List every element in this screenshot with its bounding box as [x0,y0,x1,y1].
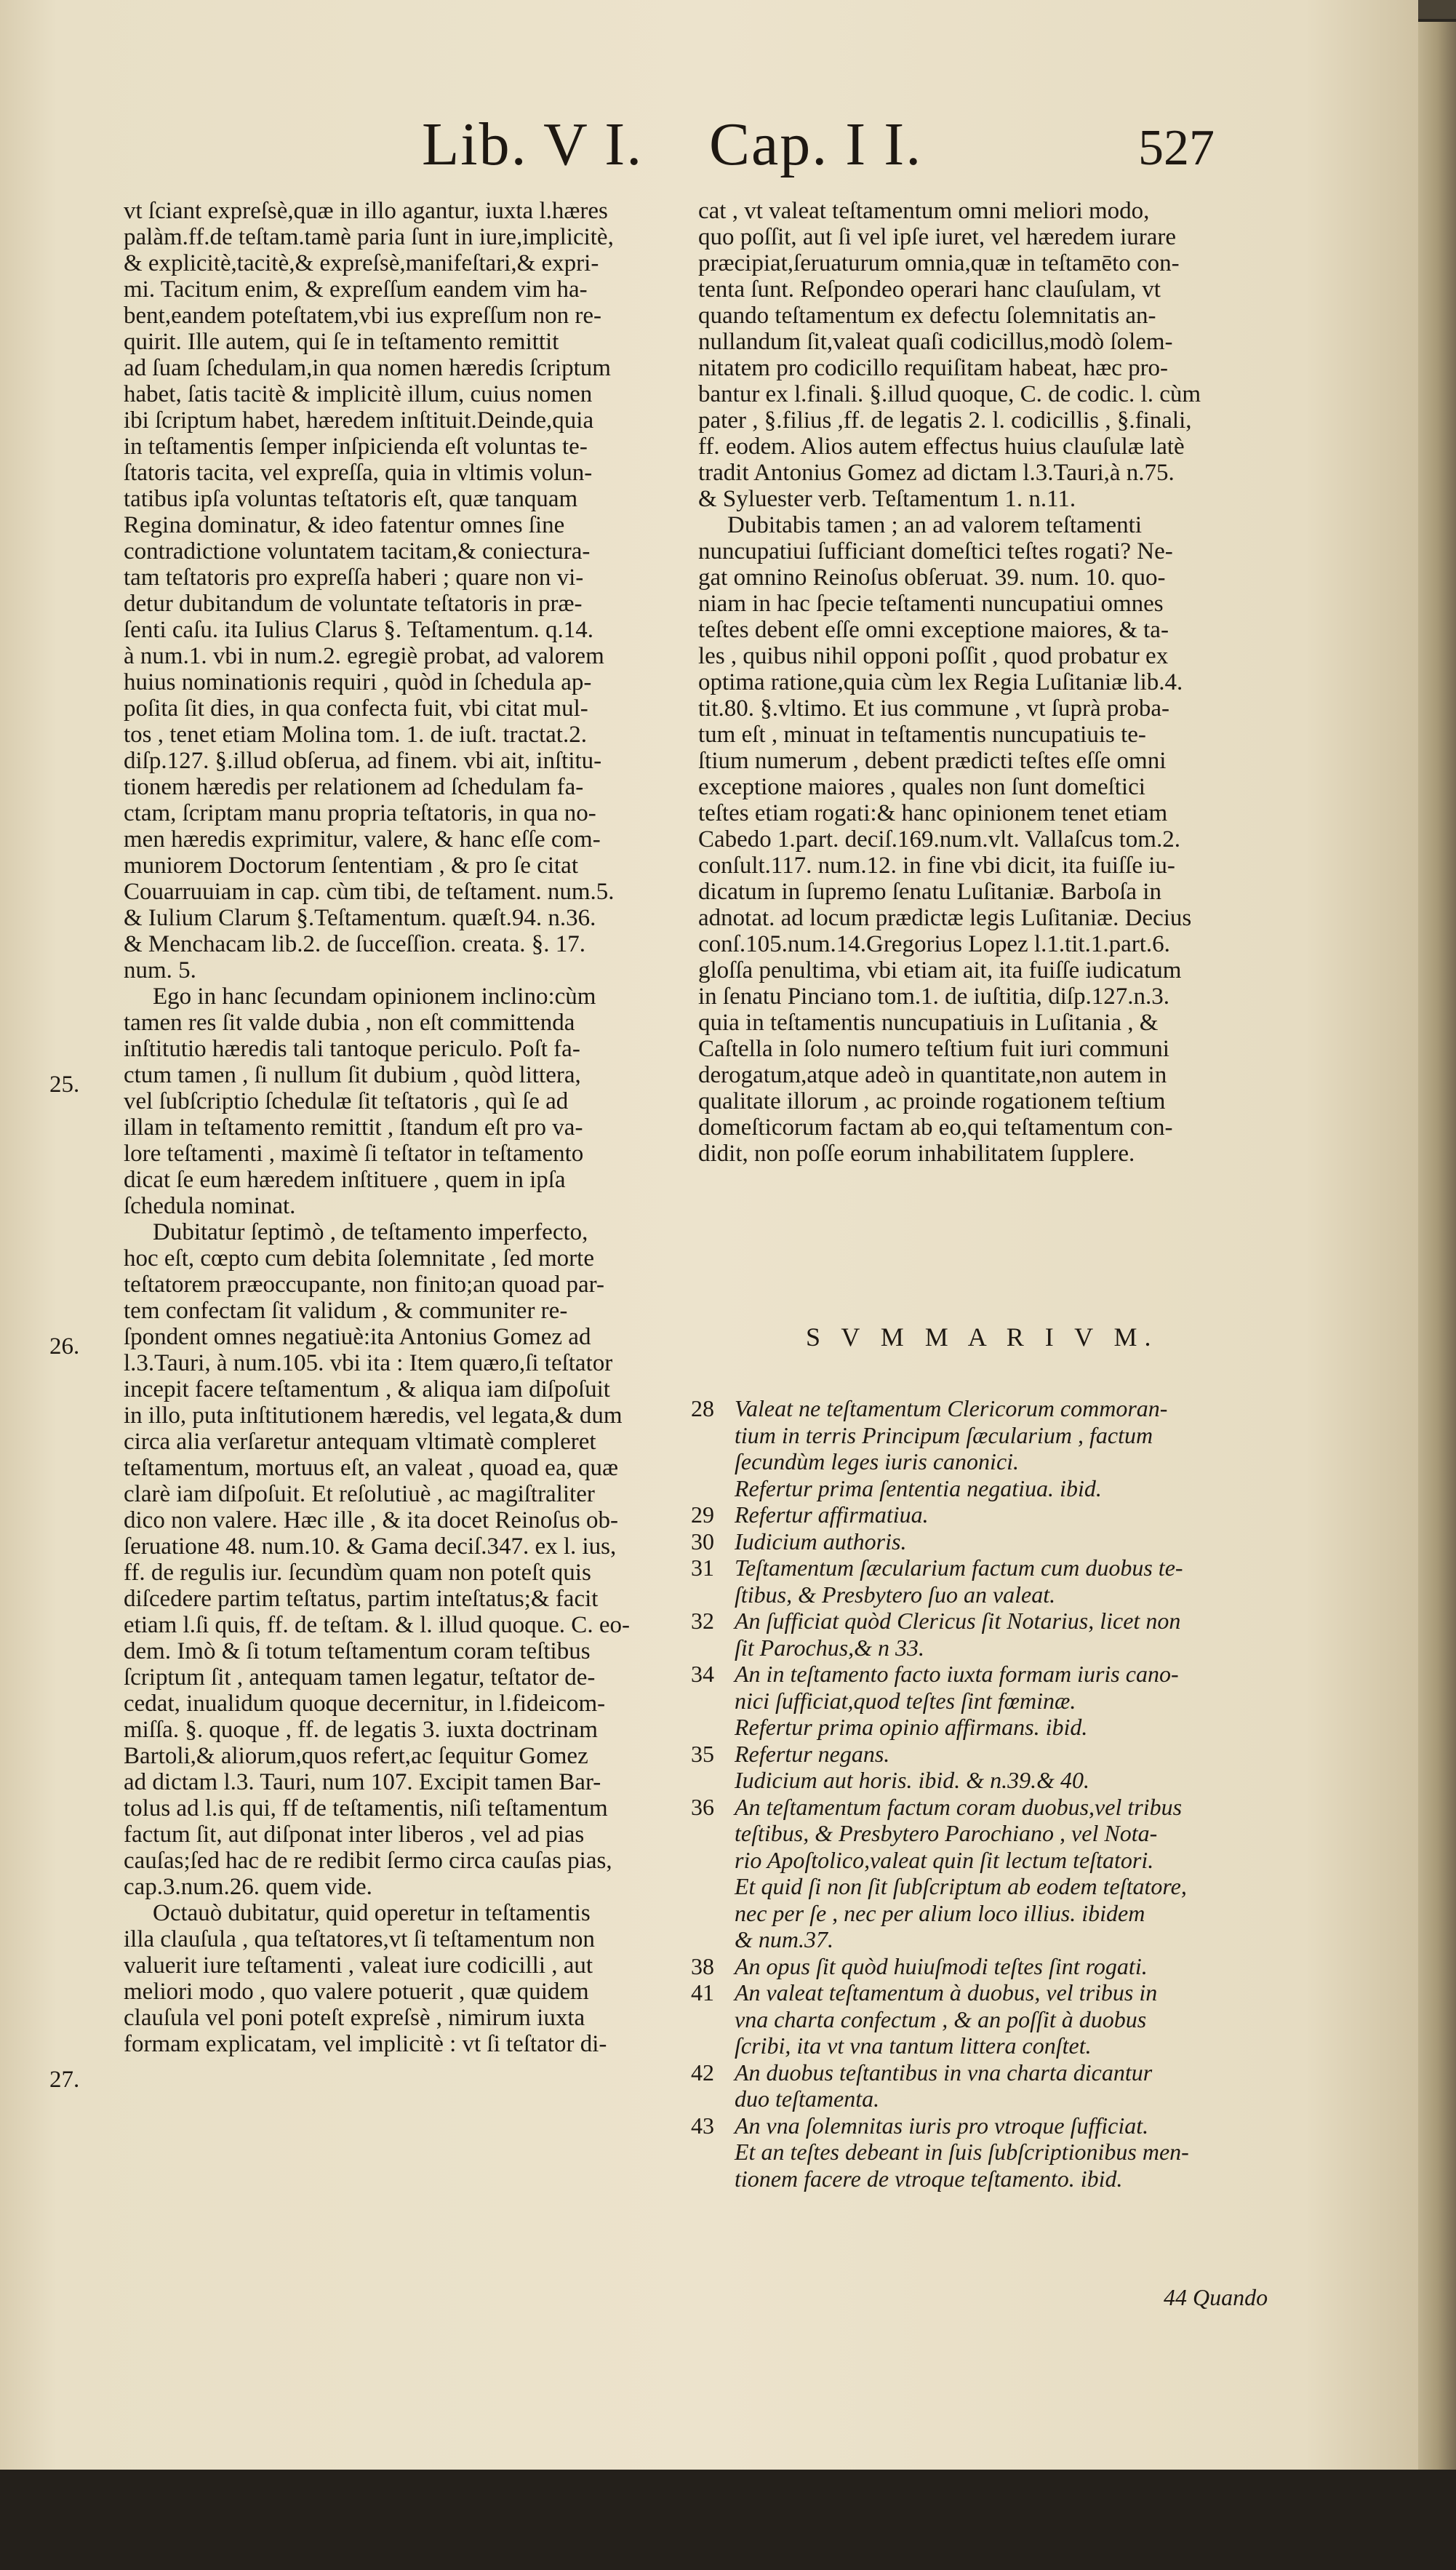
text-line: Couarruuiam in cap. cùm tibi, de teſtament. num.5. [124,879,615,905]
summarium-item [691,2112,1273,2139]
summarium-item-number: 38 [691,1952,714,1979]
page-edge [1418,22,1456,2473]
text-line: gloſſa penultima, vbi etiam ait, ita fuiſſe iudicatum [698,957,1182,983]
text-line: in illo, puta inſtitutionem hæredis, vel legata,& dum [124,1402,623,1429]
text-line: Regina dominatur, & ideo fatentur omnes ſine [124,512,565,538]
text-line: contradictione voluntatem tacitam,& coniectura- [124,538,591,564]
running-head-book: Lib. V I. [422,111,644,178]
text-line: cat , vt valeat teſtamentum omni meliori modo, [698,198,1150,224]
summarium-item-number: 34 [691,1661,714,1687]
text-line: tit.80. §.vltimo. Et ius commune , vt ſuprà proba- [698,695,1169,722]
summarium-item [691,1608,1273,1661]
summarium-heading: S V M M A R I V M. [806,1322,1159,1352]
text-line: nullandum ſit,valeat quaſi codicillus,modò ſolem- [698,329,1173,355]
text-line: lore teſtamenti , maximè ſi teſtator in teſtamento [124,1141,584,1167]
text-line: habet, ſatis tacitè & implicitè illum, cuius nomen [124,381,593,407]
summarium-item-text: duo teſtamenta. [735,2086,880,2112]
text-line: Octauò dubitatur, quid operetur in teſtamentis [153,1900,591,1926]
summarium-item-text: An duobus teſtantibus in vna charta dicantur [735,2059,1153,2086]
text-line: Caſtella in ſolo numero teſtium fuit iuri communi [698,1036,1169,1062]
text-line: tradit Antonius Gomez ad dictam l.3.Tauri,à n.75. [698,460,1175,486]
text-line: men hæredis exprimitur, valere, & hanc eſſe com- [124,826,601,853]
text-line: quirit. Ille autem, qui ſe in teſtamento remittit [124,329,559,355]
text-line: in teſtamentis ſemper inſpicienda eſt voluntas te- [124,434,588,460]
summarium-item [691,1395,1273,1475]
text-line: cap.3.num.26. quem vide. [124,1874,372,1900]
summarium-item-text: Refertur negans. [735,1740,890,1767]
text-line: qualitate illorum , ac proinde rogationem teſtium [698,1088,1166,1114]
text-line: pater , §.filius ,ff. de legatis 2. l. codicillis , §.finali, [698,407,1192,434]
text-line: tamen res ſit valde dubia , non eſt committenda [124,1010,575,1036]
text-line: & explicitè,tacitè,& expreſsè,manifeſtari,& expri- [124,250,599,276]
summarium-item-text: Iudicium aut horis. ibid. & n.39.& 40. [735,1767,1089,1793]
summarium-item [691,2059,1273,2112]
summarium-item [691,1953,1273,1980]
summarium-item [691,1767,1273,1794]
text-line: l.3.Tauri, à num.105. vbi ita : Item quæro,ſi teſtator [124,1350,613,1376]
summarium-item-text: Teſtamentum ſæcularium factum cum duobus te- [735,1555,1183,1581]
running-head [407,109,1280,189]
text-line: tolus ad l.is qui, ff de teſtamentis, niſi teſtamentum [124,1795,608,1821]
summarium-item-text: nici ſufficiat,quod teſtes ſint fœminæ. [735,1687,1076,1714]
text-line: tum eſt , minuat in teſtamentis nuncupatiuis te- [698,722,1146,748]
summarium-item-text: Refertur prima ſententia negatiua. ibid. [735,1474,1102,1501]
text-line: ſtium numerum , debent prædicti teſtes eſſe omni [698,748,1167,774]
text-line: circa alia verſaretur antequam vltimatè compleret [124,1429,596,1455]
text-line: Dubitabis tamen ; an ad valorem teſtamenti [727,512,1142,538]
summarium-item [691,1714,1273,1741]
text-line: huius nominationis requiri , quòd in ſchedula ap- [124,669,592,695]
text-line: ff. de regulis iur. ſecundùm quam non poteſt quis [124,1560,591,1586]
summarium-item-text: ſcribi, ita vt vna tantum littera conſtet. [735,2032,1092,2059]
summarium-item-text: ſecundùm leges iuris canonici. [735,1448,1020,1474]
text-line: gat omnino Reinoſus obſeruat. 39. num. 10. quo- [698,564,1166,591]
summarium-item-text: ſit Parochus,& n 33. [735,1634,925,1661]
text-line: & Syluester verb. Teſtamentum 1. n.11. [698,486,1076,512]
text-line: valuerit iure teſtamenti , valeat iure codicilli , aut [124,1952,593,1979]
text-line: conſ.105.num.14.Gregorius Lopez l.1.tit.1.part.6. [698,931,1170,957]
text-line: nuncupatiui ſufficiant domeſtici teſtes rogati? Ne- [698,538,1173,564]
text-line: incepit facere teſtamentum , & aliqua iam diſpoſuit [124,1376,610,1402]
text-line: ctam, ſcriptam manu propria teſtatoris, in qua no- [124,800,596,826]
text-line: vel ſubſcriptio ſchedulæ ſit teſtatoris , quì ſe ad [124,1088,569,1114]
text-line: niam in hac ſpecie teſtamenti nuncupatiui omnes [698,591,1164,617]
summarium-item-text: An vna ſolemnitas iuris pro vtroque ſufficiat. [735,2112,1149,2139]
summarium-item-text: An teſtamentum factum coram duobus,vel tribus [735,1793,1183,1820]
page-number: 527 [1138,120,1215,176]
summarium-item-number: 31 [691,1555,714,1581]
text-line: muniorem Doctorum ſententiam , & pro ſe citat [124,853,579,879]
text-line: teſtes debent eſſe omni exceptione maiores, & ta- [698,617,1169,643]
summarium-item-number: 43 [691,2112,714,2139]
text-line: poſita ſit dies, in qua confecta fuit, vbi citat mul- [124,695,588,722]
summarium-item-number: 35 [691,1740,714,1767]
text-line: Ego in hanc ſecundam opinionem inclino:cùm [153,983,596,1010]
text-line: clauſula vel poni poteſt expreſsè , nimirum iuxta [124,2005,585,2031]
text-line: ſeruatione 48. num.10. & Gama deciſ.347. ex l. ius, [124,1533,617,1560]
text-line: domeſticorum factam ab eo,qui teſtamentum con- [698,1114,1173,1141]
text-line: & Iulium Clarum §.Teſtamentum. quæſt.94. n.36. [124,905,596,931]
summarium-item-number: 36 [691,1793,714,1820]
text-line: dicat ſe eum hæredem inſtituere , quem in ipſa [124,1167,566,1193]
margin-number: 25. [49,1072,80,1098]
summarium-item-text: Valeat ne teſtamentum Clericorum commoran- [735,1395,1168,1421]
text-line: à num.1. vbi in num.2. egregiè probat, ad valorem [124,643,604,669]
summarium-item-number: 32 [691,1608,714,1634]
summarium-item-number: 30 [691,1528,714,1555]
summarium-item-text: tium in terris Principum ſæcularium , factum [735,1421,1153,1448]
summarium-item-text: An opus ſit quòd huiuſmodi teſtes ſint rogati. [735,1952,1148,1979]
text-line: didit, non poſſe eorum inhabilitatem ſupplere. [698,1141,1135,1167]
summarium-item-text: ſtibus, & Presbytero ſuo an valeat. [735,1581,1056,1608]
scan-bottom-border [0,2470,1456,2570]
summarium-item-text: rio Apoſtolico,valeat quin ſit lectum teſtatori. [735,1846,1154,1873]
text-line: bent,eandem poteſtatem,vbi ius expreſſum non re- [124,303,602,329]
text-line: ad dictam l.3. Tauri, num 107. Excipit tamen Bar- [124,1769,601,1795]
text-line: optima ratione,quia cùm lex Regia Luſitaniæ lib.4. [698,669,1183,695]
summarium-item-number: 41 [691,1979,714,2006]
text-line: ſtatoris tacita, vel expreſſa, quia in vltimis volun- [124,460,593,486]
summarium-item-text: nec per ſe , nec per alium loco illius. ibidem [735,1899,1145,1926]
summarium-item-number: 29 [691,1501,714,1528]
summarium-item [691,1873,1273,1953]
text-line: ſenti caſu. ita Iulius Clarus §. Teſtamentum. q.14. [124,617,593,643]
text-line: vt ſciant expreſsè,quæ in illo agantur, iuxta l.hæres [124,198,608,224]
summarium-item [691,1741,1273,1768]
text-line: ad ſuam ſchedulam,in qua nomen hæredis ſcriptum [124,355,611,381]
text-line: detur dubitandum de voluntate teſtatoris in præ- [124,591,583,617]
summarium-item [691,1501,1273,1528]
text-line: meliori modo , quo valere potuerit , quæ quidem [124,1979,589,2005]
summarium-item-text: vna charta confectum , & an poſſit à duobus [735,2006,1147,2032]
text-line: clarè iam diſpoſuit. Et reſolutiuè , ac magiſtraliter [124,1481,595,1507]
text-line: les , quibus nihil opponi poſſit , quod probatur ex [698,643,1169,669]
text-line: teſtatorem præoccupante, non finito;an quoad par- [124,1272,604,1298]
text-line: inſtitutio hæredis tali tantoque periculo. Poſt fa- [124,1036,580,1062]
text-line: tos , tenet etiam Molina tom. 1. de iuſt. tractat.2. [124,722,587,748]
summarium-list [691,1395,1273,2192]
text-line: ſpondent omnes negatiuè:ita Antonius Gomez ad [124,1324,591,1350]
text-line: ſcriptum ſit , antequam tamen legatur, teſtator de- [124,1664,596,1691]
text-line: ff. eodem. Alios autem effectus huius clauſulæ latè [698,434,1185,460]
text-line: miſſa. §. quoque , ff. de legatis 3. iuxta doctrinam [124,1717,598,1743]
summarium-item-text: An ſufficiat quòd Clericus ſit Notarius, licet non [735,1608,1181,1634]
text-line: cedat, inualidum quoque decernitur, in l.fideicom- [124,1691,606,1717]
text-line: dico non valere. Hæc ille , & ita docet Reinoſus ob- [124,1507,618,1533]
summarium-item-text: Refertur prima opinio affirmans. ibid. [735,1714,1088,1740]
text-line: quo poſſit, aut ſi vel ipſe iuret, vel hæredem iurare [698,224,1177,250]
text-line: dem. Imò & ſi totum teſtamentum coram teſtibus [124,1638,591,1664]
margin-number: 26. [49,1333,80,1360]
text-line: etiam l.ſi quis, ff. de teſtam. & l. illud quoque. C. eo- [124,1612,630,1638]
text-line: num. 5. [124,957,196,983]
right-text-column [698,198,1236,1167]
text-line: in ſenatu Pinciano tom.1. de iuſtitia, diſp.127.n.3. [698,983,1170,1010]
running-head-chapter: Cap. I I. [709,111,923,178]
text-line: exceptione maiores , quales non ſunt domeſtici [698,774,1145,800]
text-line: tam teſtatoris pro expreſſa haberi ; quare non vi- [124,564,584,591]
summarium-item [691,1661,1273,1714]
text-line: quia in teſtamentis nuncupatiuis in Luſitania , & [698,1010,1159,1036]
text-line: ctum tamen , ſi nullum ſit dubium , quòd littera, [124,1062,581,1088]
summarium-item-text: tionem facere de vtroque teſtamento. ibid. [735,2165,1123,2192]
summarium-item-number: 42 [691,2059,714,2086]
text-line: diſcedere partim teſtatus, partim inteſtatus;& facit [124,1586,599,1612]
text-line: illa clauſula , qua teſtatores,vt ſi teſtamentum non [124,1926,595,1952]
text-line: adnotat. ad locum prædictæ legis Luſitaniæ. Decius [698,905,1192,931]
margin-number: 27. [49,2067,80,2093]
summarium-item [691,1528,1273,1555]
text-line: factum ſit, aut diſponat inter liberos , vel ad pias [124,1821,585,1848]
text-line: ibi ſcriptum habet, hæredem inſtituit.Deinde,quia [124,407,594,434]
text-line: teſtes etiam rogati:& hanc opinionem tenet etiam [698,800,1168,826]
text-line: tenta ſunt. Reſpondeo operari hanc clauſulam, vt [698,276,1161,303]
text-line: quando teſtamentum ex defectu ſolemnitatis an- [698,303,1156,329]
text-line: ſchedula nominat. [124,1193,296,1219]
text-line: nitatem pro codicillo requiſitam habeat, hæc pro- [698,355,1169,381]
summarium-item-text: Refertur affirmatiua. [735,1501,929,1528]
text-line: Dubitatur ſeptimò , de teſtamento imperfecto, [153,1219,588,1245]
summarium-item [691,2139,1273,2192]
catchword: 44 Quando [1164,2284,1268,2310]
summarium-item [691,1794,1273,1874]
text-line: teſtamentum, mortuus eſt, an valeat , quoad ea, quæ [124,1455,618,1481]
summarium-item-number: 28 [691,1395,714,1421]
text-line: tem confectam ſit validum , & communiter re- [124,1298,568,1324]
text-line: bantur ex l.finali. §.illud quoque, C. de codic. l. cùm [698,381,1201,407]
text-line: tionem hæredis per relationem ad ſchedulam fa- [124,774,584,800]
text-line: cauſas;ſed hac de re redibit ſermo circa cauſas pias, [124,1848,612,1874]
text-line: dicatum in ſupremo ſenatu Luſitaniæ. Barboſa in [698,879,1161,905]
text-line: præcipiat,ſeruaturum omnia,quæ in teſtamēto con- [698,250,1180,276]
summarium-item-text: Et an teſtes debeant in ſuis ſubſcriptionibus men- [735,2139,1189,2165]
text-line: tatibus ipſa voluntas teſtatoris eſt, quæ tanquam [124,486,578,512]
summarium-item-text: Iudicium authoris. [735,1528,907,1555]
text-line: formam explicatam, vel implicitè : vt ſi teſtator di- [124,2031,607,2057]
summarium-item-text: An valeat teſtamentum à duobus, vel tribus in [735,1979,1158,2006]
text-line: Cabedo 1.part. deciſ.169.num.vlt. Vallaſcus tom.2. [698,826,1180,853]
text-line: Bartoli,& aliorum,quos refert,ac ſequitur Gomez [124,1743,588,1769]
summarium-item [691,1475,1273,1502]
text-line: derogatum,atque adeò in quantitate,non autem in [698,1062,1167,1088]
text-line: conſult.117. num.12. in fine vbi dicit, ita fuiſſe iu- [698,853,1175,879]
left-text-column [124,198,658,2057]
summarium-item [691,1555,1273,1608]
text-line: & Menchacam lib.2. de ſucceſſion. creata. §. 17. [124,931,586,957]
text-line: hoc eſt, cœpto cum debita ſolemnitate , ſed morte [124,1245,594,1272]
text-line: palàm.ff.de teſtam.tamè paria ſunt in iure,implicitè, [124,224,614,250]
summarium-item-text: Et quid ſi non ſit ſubſcriptum ab eodem teſtatore, [735,1873,1187,1899]
text-line: diſp.127. §.illud obſerua, ad finem. vbi ait, inſtitu- [124,748,602,774]
summarium-item-text: teſtibus, & Presbytero Parochiano , vel Nota- [735,1820,1158,1846]
summarium-item-text: An in teſtamento facto iuxta formam iuris cano- [735,1661,1179,1687]
text-line: mi. Tacitum enim, & expreſſum eandem vim ha- [124,276,588,303]
summarium-item [691,1979,1273,2059]
text-line: illam in teſtamento remittit , ſtandum eſt pro va- [124,1114,583,1141]
summarium-item-text: & num.37. [735,1926,833,1952]
